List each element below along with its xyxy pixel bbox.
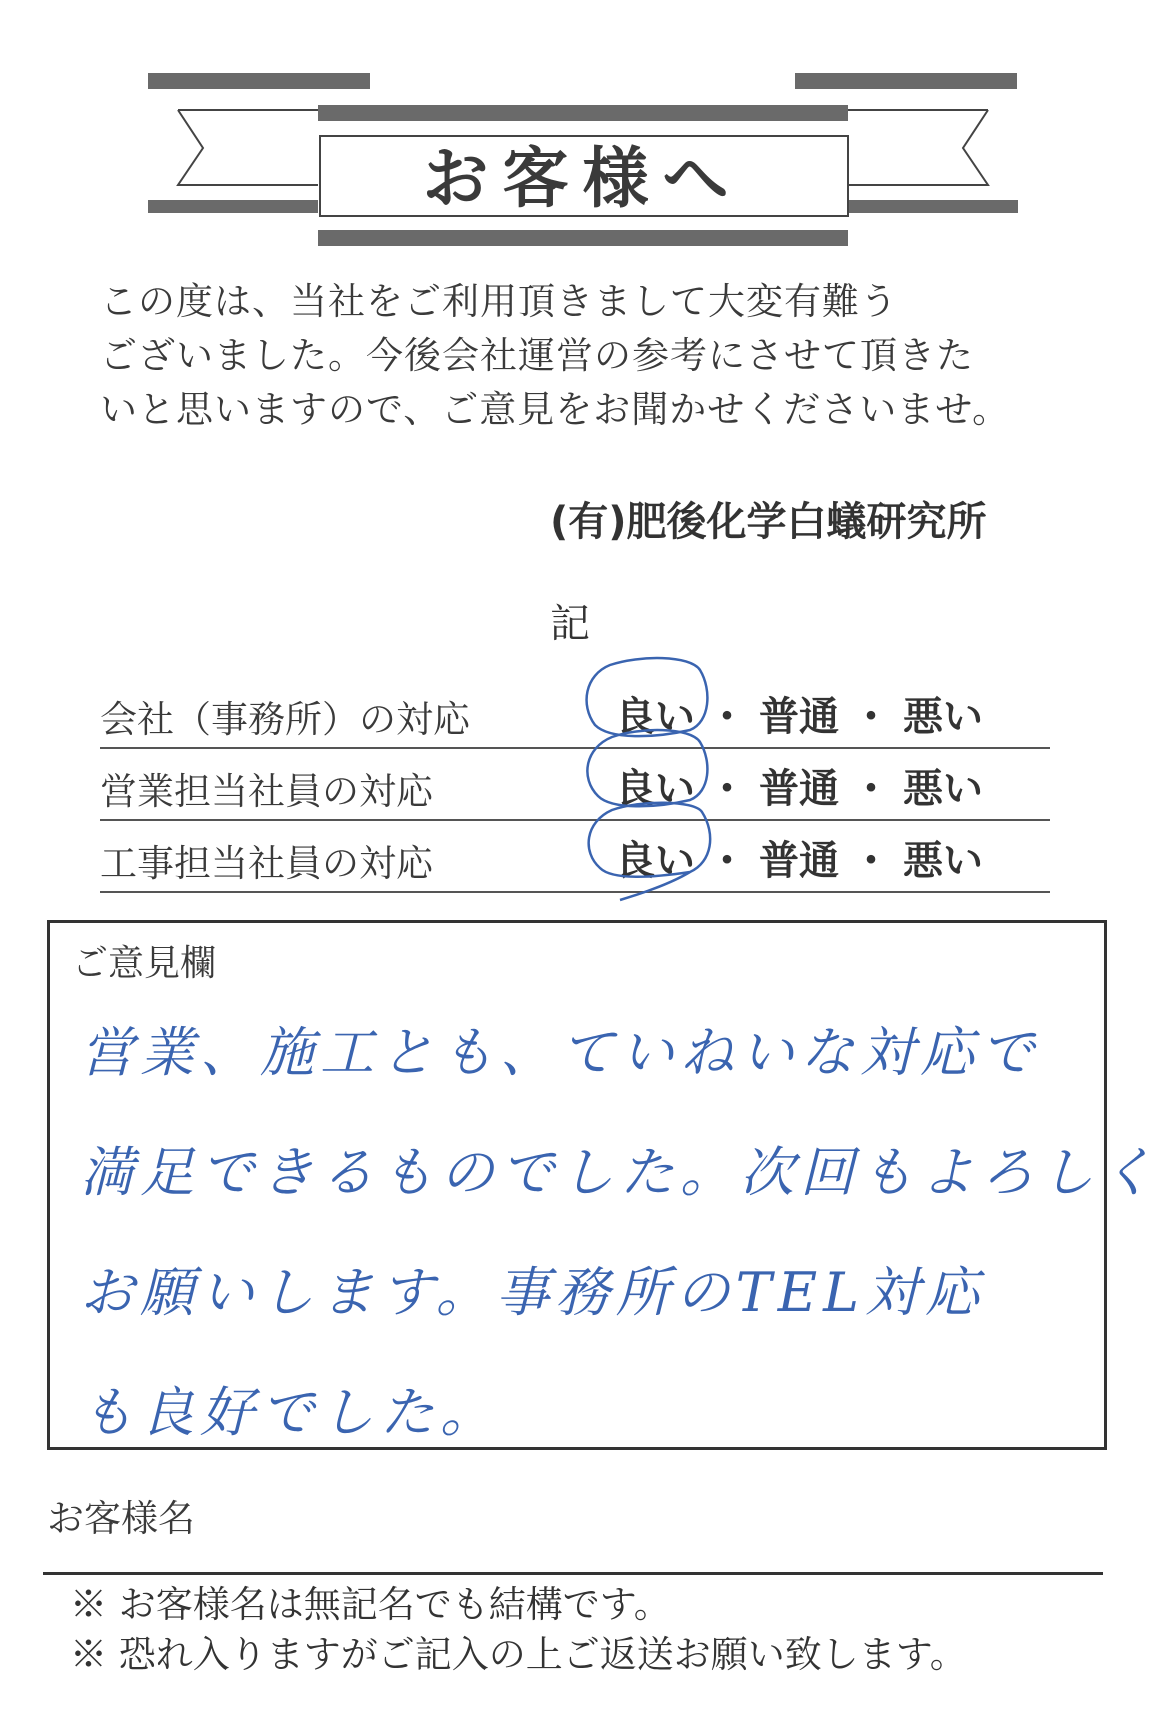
- rating-choices: [615, 829, 983, 886]
- choice-bad[interactable]: 悪い: [903, 766, 983, 812]
- handwritten-line: お願いします。事務所のTEL対応: [80, 1261, 985, 1324]
- intro-line: いと思いますので、ご意見をお聞かせくださいませ。: [100, 388, 1011, 431]
- note-line: ※ 恐れ入りますがご記入の上ご返送お願い致します。: [70, 1633, 967, 1676]
- choice-good[interactable]: 良い: [615, 694, 695, 740]
- rating-choices: [615, 685, 983, 742]
- handwritten-line: も良好でした。: [80, 1381, 500, 1444]
- choice-bad[interactable]: 悪い: [903, 838, 983, 884]
- choice-separator: ・: [707, 766, 747, 812]
- intro-paragraph: [100, 275, 1060, 437]
- choice-separator: ・: [707, 838, 747, 884]
- rating-label: 工事担当社員の対応: [100, 842, 433, 885]
- choice-bad[interactable]: 悪い: [903, 694, 983, 740]
- rating-row-office: [100, 675, 1050, 749]
- rating-choices: [615, 757, 983, 814]
- choice-average[interactable]: 普通: [759, 694, 839, 740]
- intro-line: ございました。今後会社運営の参考にさせて頂きた: [100, 334, 974, 377]
- rating-label: 営業担当社員の対応: [100, 770, 433, 813]
- customer-name-label: お客様名: [47, 1497, 195, 1540]
- opinion-title: ご意見欄: [72, 943, 217, 984]
- rating-label: 会社（事務所）の対応: [100, 698, 470, 741]
- customer-name-field[interactable]: [250, 1495, 1100, 1565]
- handwritten-comment: [80, 993, 1160, 1473]
- choice-good[interactable]: 良い: [615, 838, 695, 884]
- handwritten-line: 営業、施工とも、ていねいな対応で: [80, 1021, 1040, 1084]
- choice-separator: ・: [851, 694, 891, 740]
- rating-row-sales: [100, 747, 1050, 821]
- customer-name-underline: [43, 1572, 1103, 1575]
- choice-average[interactable]: 普通: [759, 838, 839, 884]
- handwritten-line: 満足できるものでした。次回もよろしく: [80, 1141, 1160, 1204]
- note-line: ※ お客様名は無記名でも結構です。: [70, 1583, 671, 1626]
- choice-good[interactable]: 良い: [615, 766, 695, 812]
- choice-average[interactable]: 普通: [759, 766, 839, 812]
- choice-separator: ・: [851, 766, 891, 812]
- company-name: (有)肥後化学白蟻研究所: [550, 499, 987, 545]
- intro-line: この度は、当社をご利用頂きまして大変有難う: [100, 280, 898, 323]
- banner-bar-lower-center: [318, 230, 848, 246]
- record-mark: 記: [550, 601, 590, 647]
- page-title: お客様へ: [422, 139, 743, 217]
- notes: [70, 1580, 967, 1680]
- opinion-box[interactable]: [47, 920, 1160, 1450]
- choice-separator: ・: [707, 694, 747, 740]
- choice-separator: ・: [851, 838, 891, 884]
- rating-row-construction: [100, 819, 1050, 893]
